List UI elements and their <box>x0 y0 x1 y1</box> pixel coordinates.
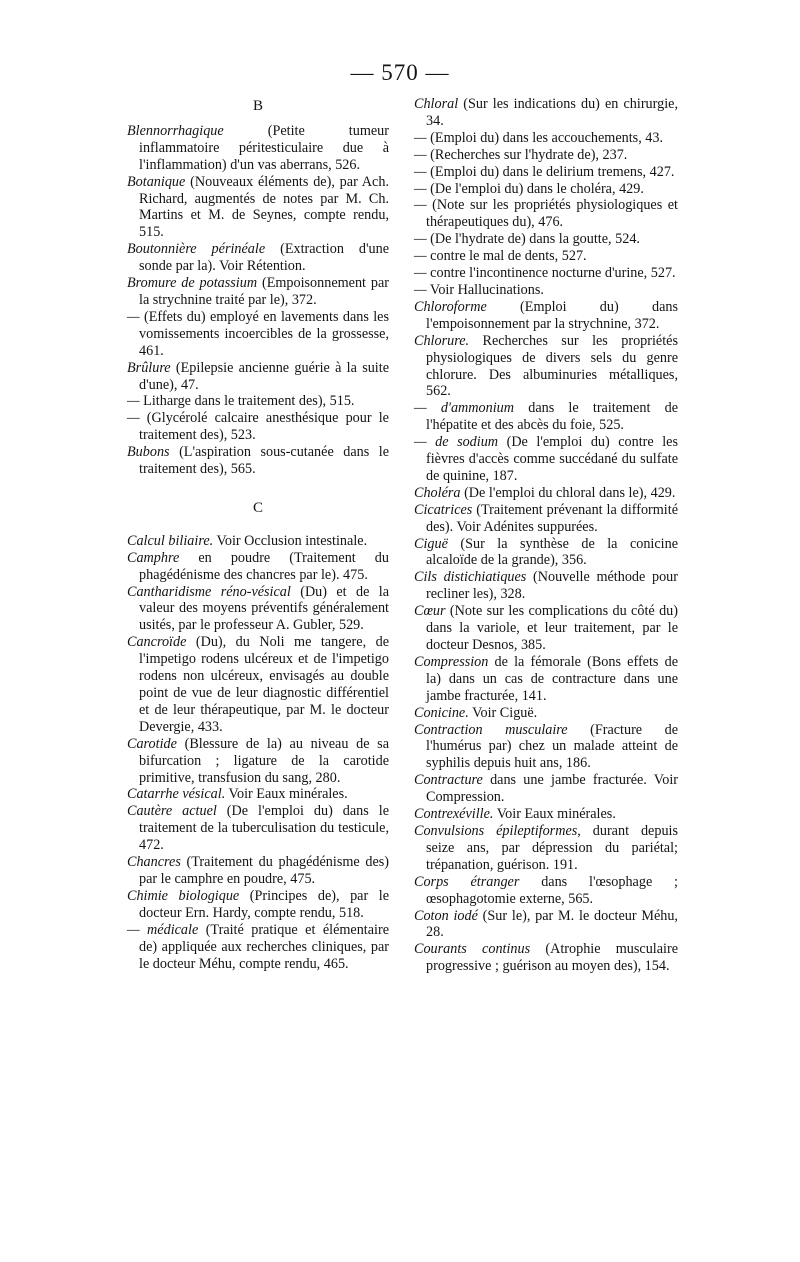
entry-text: (Glycérolé calcaire anesthésique pour le traitement des), 523. <box>139 410 389 444</box>
entry-text: en poudre (Traitement du phagédénisme des chancres par le). 475. <box>139 549 389 583</box>
entry-term: Chancres <box>127 854 181 871</box>
entry-term: — <box>414 129 427 146</box>
right-column <box>414 96 678 975</box>
entry-term: Choléra <box>414 484 461 501</box>
entry-term: Chloroforme <box>414 298 487 315</box>
index-entry <box>414 705 678 722</box>
index-entry <box>127 736 389 787</box>
entry-text: Recherches sur les propriétés physiologiques de divers sels du genre chlorure. Des albuminuries métalliques, 562. <box>426 332 678 400</box>
index-entry <box>414 400 678 434</box>
entry-text: de la fémorale (Bons effets de la) dans un cas de contracture dans une jambe fracturée, 141. <box>426 653 678 704</box>
entry-text: (Empoisonnement par la strychnine traité par le), 372. <box>139 275 389 308</box>
entry-text: Voir Eaux minérales. <box>225 786 348 803</box>
index-entry <box>414 333 678 401</box>
entry-text: (Blessure de la) au niveau de sa bifurcation ; ligature de la carotide primitive, transfusion du sang, 280. <box>139 735 389 786</box>
entry-text: (Sur le), par M. le docteur Méhu, 28. <box>426 907 678 941</box>
index-entry <box>127 123 389 174</box>
entry-text: (Nouveaux éléments de), par Ach. Richard, augmentés de notes par M. Ch. Martins et M. de Seynes, compte rendu, 515. <box>139 173 389 241</box>
entry-text: (Traitement prévenant la difformité des). Voir Adénites suppurées. <box>426 501 678 535</box>
index-entry <box>414 654 678 705</box>
entry-text: (Recherches sur l'hydrate de), 237. <box>426 146 628 163</box>
entry-text: dans l'œsophage ; œsophagotomie externe, 565. <box>426 873 678 907</box>
entry-term: Chlorure. <box>414 332 470 349</box>
entry-text: (Emploi du) dans le delirium tremens, 427. <box>426 163 675 180</box>
index-entry <box>414 282 678 299</box>
entry-term: Cils distichiatiques <box>414 569 527 586</box>
index-entry <box>127 393 389 410</box>
entry-text: (L'aspiration sous-cutanée dans le traitement des), 565. <box>139 444 389 478</box>
section-letter-c: C <box>252 499 263 516</box>
entry-term: Chloral <box>414 96 459 112</box>
entry-term: — <box>414 163 427 180</box>
index-entry <box>414 434 678 485</box>
index-entry <box>414 265 678 282</box>
index-entry <box>414 164 678 181</box>
entry-term: — <box>414 146 427 163</box>
entry-term: Corps étranger <box>414 873 520 890</box>
entry-term: Bubons <box>127 444 170 461</box>
entry-term: Cantharidisme réno-vésical <box>127 583 291 600</box>
entry-term: Bromure de potassium <box>127 275 258 292</box>
entry-term: Courants continus <box>414 941 531 958</box>
entry-text: (De l'emploi du) dans le traitement de la tuberculisation du testicule, 472. <box>139 803 389 854</box>
entries-c <box>127 533 389 973</box>
entry-text: durant depuis seize ans, par dépression du pariétal; trépanation, guérison. 191. <box>426 822 678 873</box>
entry-term: Conicine. <box>414 704 469 721</box>
index-entry <box>414 96 678 130</box>
index-entry <box>127 360 389 394</box>
entry-text: (De l'emploi du) contre les fièvres d'accès comme succédané du sulfate de quinine, 187. <box>426 434 678 484</box>
entry-text: Voir Eaux minérales. <box>493 806 616 823</box>
index-entry <box>127 854 389 888</box>
index-entry <box>414 502 678 536</box>
index-entry <box>414 941 678 975</box>
index-entry <box>127 550 389 584</box>
entry-term: — <box>414 265 427 282</box>
entry-text: (Atrophie musculaire progressive ; guérison au moyen des), 154. <box>426 941 678 975</box>
entry-text: (Sur la synthèse de la conicine alcaloïde de la grande), 356. <box>426 535 678 569</box>
index-entry <box>414 248 678 265</box>
entry-text: (Emploi du) dans les accouchements, 43. <box>426 129 664 146</box>
index-entry <box>127 803 389 854</box>
entry-term: — d'ammonium <box>414 400 515 417</box>
index-entry <box>127 174 389 242</box>
index-entry <box>127 634 389 735</box>
entry-term: — de sodium <box>414 434 499 451</box>
index-entry <box>414 130 678 147</box>
index-entry <box>127 410 389 444</box>
index-entry <box>414 806 678 823</box>
entry-text: (Du), du Noli me tangere, de l'impetigo rodens ulcéreux et de l'impetigo rodens non ulcéreux, envisagés au double point de vue de leur diagnostic différentiel et de leur thérapeutique, par M. le docteur Devergie, 433. <box>139 634 389 735</box>
index-entry <box>414 231 678 248</box>
section-letter-b: B <box>252 98 263 114</box>
entry-text: (Emploi du) dans l'empoisonnement par la strychnine, 372. <box>426 298 678 332</box>
entry-text: (Epilepsie ancienne guérie à la suite d'une), 47. <box>139 359 389 393</box>
entry-text: (Traitement du phagédénisme des) par le camphre en poudre, 475. <box>139 854 389 887</box>
entry-term: Catarrhe vésical. <box>127 786 226 803</box>
entry-text: (De l'hydrate de) dans la goutte, 524. <box>426 231 640 248</box>
entry-text: (Fracture de l'humérus par) chez un malade atteint de syphilis depuis huit ans, 186. <box>426 721 678 772</box>
entry-term: Coton iodé <box>414 907 478 924</box>
entry-text: (Note sur les complications du côté du) dans la variole, et leur traitement, par le docteur Desnos, 385. <box>426 603 678 653</box>
entry-text: dans le traitement de l'hépatite et des abcès du foie, 525. <box>426 400 678 434</box>
entry-term: — <box>414 281 427 298</box>
entry-text: (De l'emploi du chloral dans le), 429. <box>460 484 676 501</box>
entry-text: (Sur les indications du) en chirurgie, 34. <box>426 96 678 129</box>
index-entry <box>127 922 389 973</box>
entry-term: Botanique <box>127 173 186 190</box>
index-entry <box>414 181 678 198</box>
index-entry <box>127 888 389 922</box>
entry-term: — <box>127 308 140 325</box>
entry-text: (Effets du) employé en lavements dans les vomissements incoercibles de la grossesse, 461. <box>139 308 389 359</box>
entry-term: Chimie biologique <box>127 887 240 904</box>
entry-term: Camphre <box>127 549 180 566</box>
entry-text: contre le mal de dents, 527. <box>426 248 587 265</box>
entry-term: Contraction musculaire <box>414 721 568 738</box>
entry-term: — <box>414 180 427 197</box>
entry-text: (Du) et de la valeur des moyens préventifs généralement usités, par le professeur A. Gubler, 529. <box>139 583 389 634</box>
index-entry <box>414 874 678 908</box>
index-entry <box>127 275 389 309</box>
entry-text: (Petite tumeur inflammatoire péritesticulaire due à l'inflammation) d'un vas aberrans, 526. <box>139 122 389 173</box>
entry-term: Cicatrices <box>414 501 473 518</box>
page-number: — 570 — <box>350 60 450 85</box>
entry-text: contre l'incontinence nocturne d'urine, 527. <box>426 265 676 282</box>
entry-term: Cautère actuel <box>127 803 217 820</box>
entry-term: Ciguë <box>414 535 448 552</box>
entry-term: — <box>414 231 427 248</box>
index-entry <box>414 536 678 570</box>
entry-term: — <box>127 393 140 410</box>
entries-b <box>127 123 389 478</box>
entry-text: (Extraction d'une sonde par la). Voir Rétention. <box>139 241 389 275</box>
entry-term: — <box>414 197 427 214</box>
entry-text: (Principes de), par le docteur Ern. Hardy, compte rendu, 518. <box>139 887 390 921</box>
index-entry <box>414 485 678 502</box>
entry-term: Compression <box>414 653 489 670</box>
left-column <box>127 96 389 972</box>
entry-term: Carotide <box>127 735 177 752</box>
index-entry <box>127 444 389 478</box>
entry-text: (Note sur les propriétés physiologiques et thérapeutiques du), 476. <box>426 197 678 231</box>
entry-term: — <box>127 410 140 427</box>
index-entry <box>414 299 678 333</box>
index-entry <box>414 908 678 942</box>
entry-text: (Nouvelle méthode pour recliner les), 328. <box>426 569 679 603</box>
index-entry <box>414 772 678 806</box>
entry-text: (Traité pratique et élémentaire de) appliquée aux recherches cliniques, par le docteur Méhu, compte rendu, 465. <box>139 921 389 972</box>
entry-term: Cœur <box>414 603 446 620</box>
index-entry <box>414 147 678 164</box>
index-entry <box>414 823 678 874</box>
entry-term: Boutonnière périnéale <box>127 241 266 258</box>
entry-text: dans une jambe fracturée. Voir Compression. <box>426 772 678 806</box>
index-entry <box>414 603 678 654</box>
index-entry <box>127 309 389 360</box>
index-entry <box>127 786 389 803</box>
entry-term: — médicale <box>127 921 199 938</box>
entry-term: Calcul biliaire. <box>127 532 214 549</box>
entry-term: — <box>414 248 427 265</box>
entry-term: Convulsions épileptiformes, <box>414 822 581 839</box>
entries-right <box>414 96 678 975</box>
index-entry <box>127 584 389 635</box>
entry-term: Cancroïde <box>127 634 187 651</box>
index-entry <box>127 533 389 550</box>
entry-text: Litharge dans le traitement des), 515. <box>139 393 355 410</box>
entry-term: Blennorrhagique <box>127 122 224 139</box>
entry-term: Contracture <box>414 772 483 789</box>
entry-text: (De l'emploi du) dans le choléra, 429. <box>426 180 644 197</box>
index-entry <box>414 197 678 231</box>
index-entry <box>414 569 678 603</box>
entry-text: Voir Occlusion intestinale. <box>213 532 368 549</box>
index-entry <box>127 241 389 275</box>
entry-text: Voir Ciguë. <box>468 704 538 721</box>
index-entry <box>414 722 678 773</box>
entry-term: Contrexéville. <box>414 806 494 823</box>
entry-text: Voir Hallucinations. <box>426 281 544 298</box>
entry-term: Brûlure <box>127 359 171 376</box>
